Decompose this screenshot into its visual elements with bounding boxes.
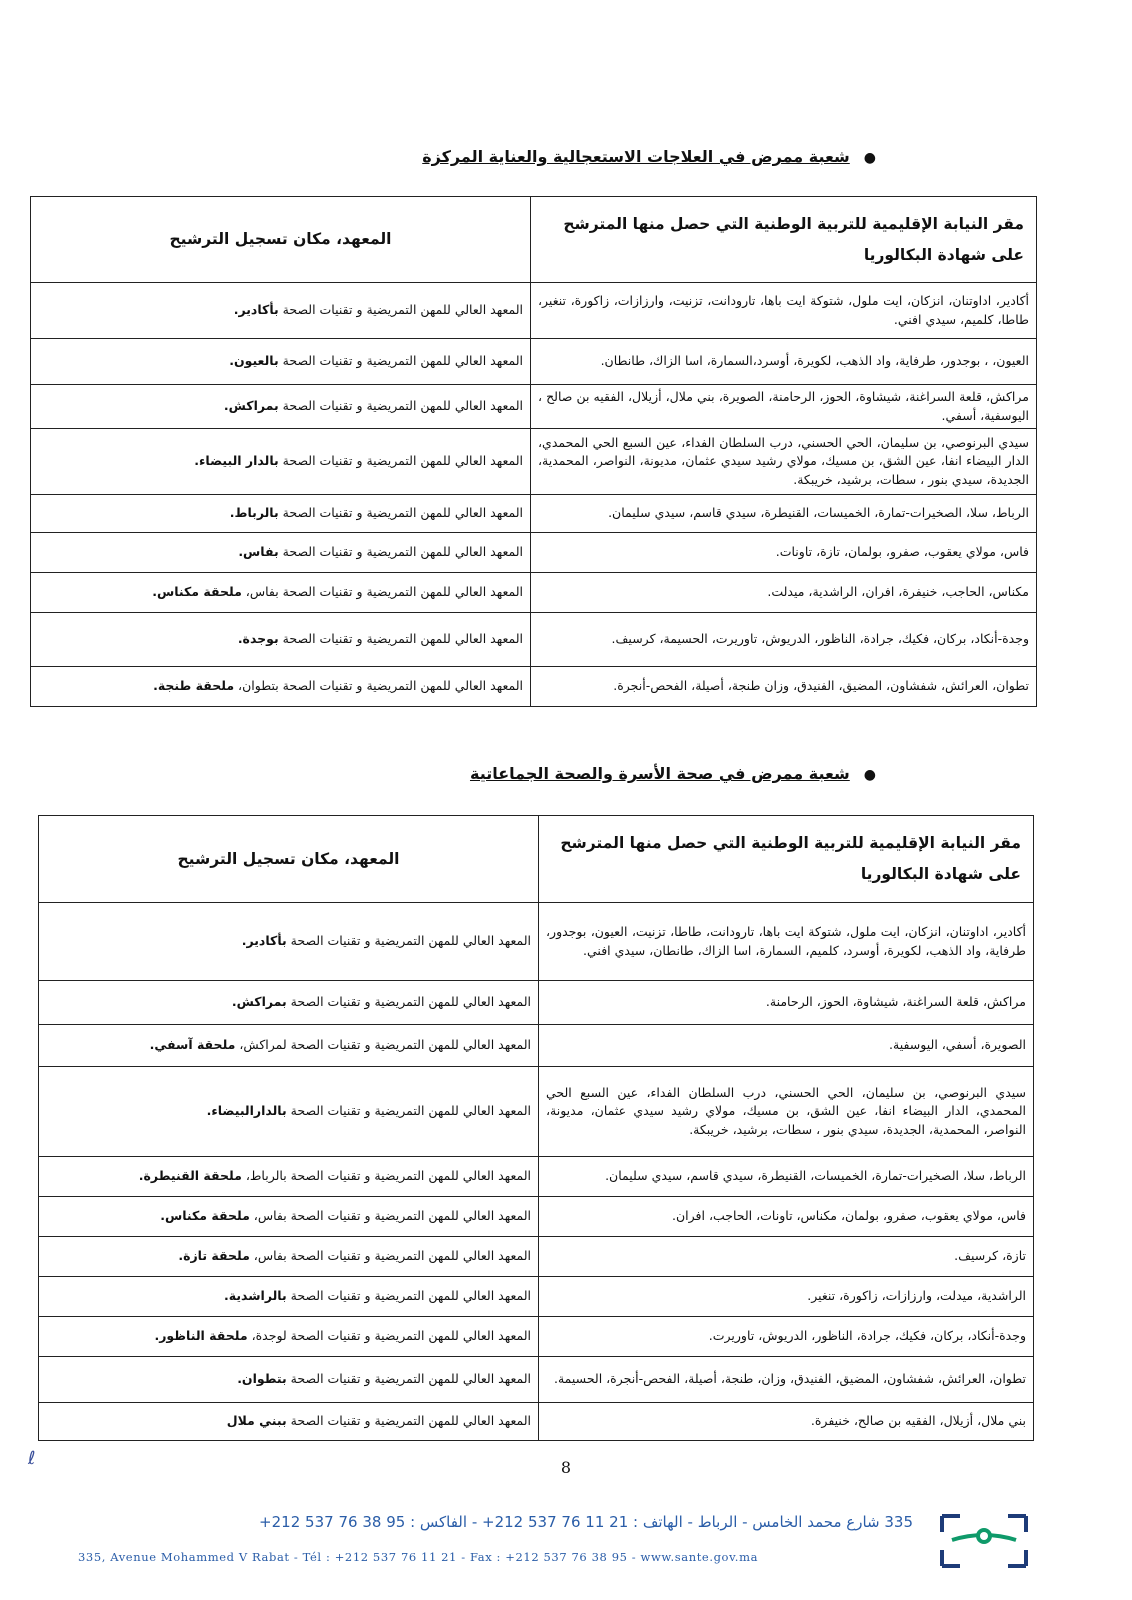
institute-name: المعهد العالي للمهن التمريضية و تقنيات الصحة بتطوان، <box>234 678 523 694</box>
institute-location: ببني ملال <box>226 1413 287 1429</box>
institute-name: المعهد العالي للمهن التمريضية و تقنيات الصحة <box>286 1371 531 1387</box>
table-row <box>31 533 1037 573</box>
institute-location: بمراكش. <box>223 398 279 414</box>
directorates-cell: تازة، كرسيف. <box>539 1237 1034 1277</box>
page-number: 8 <box>560 1458 572 1477</box>
directorates-cell: العيون، ، بوجدور، طرفاية، واد الذهب، لكويرة، أوسرد،السمارة، اسا الزاك، طانطان. <box>531 339 1037 385</box>
table-row <box>31 429 1037 495</box>
directorates-cell: تطوان، العرائش، شفشاون، المضيق، الفنيدق، وزان، طنجة، أصيلة، الفحص-أنجرة، الحسيمة. <box>539 1357 1034 1403</box>
table-row <box>39 1277 1034 1317</box>
directorates-cell: مراكش، قلعة السراغنة، شيشاوة، الحوز، الرحامنة، الصويرة، بني ملال، أزيلال، الفقيه بن صالح ، اليوسفية، أسفي. <box>531 385 1037 429</box>
directorates-cell: الصويرة، أسفي، اليوسفية. <box>539 1025 1034 1067</box>
header-directorate: مقر النيابة الإقليمية للتربية الوطنية التي حصل منها المترشح على شهادة البكالوريا <box>539 816 1034 903</box>
institute-cell <box>39 981 539 1025</box>
institute-location: بالراشدية. <box>224 1288 287 1304</box>
institute-name: المعهد العالي للمهن التمريضية و تقنيات الصحة <box>278 353 523 369</box>
table-row <box>39 1197 1034 1237</box>
table-row <box>39 1067 1034 1157</box>
directorates-cell: أكادير، اداوتنان، انزكان، ايت ملول، شتوكة ايت باها، تارودانت، تزنيت، وارزازات، زاكورة، تنغير، طاطا، كلميم، سيدي افني. <box>531 283 1037 339</box>
section-1-table <box>30 196 1037 707</box>
institute-location: ملحقة طنجة. <box>153 678 235 694</box>
table-row <box>39 1403 1034 1441</box>
footer-address-latin: 335, Avenue Mohammed V Rabat - Tél : +212 537 76 11 21 - Fax : +212 537 76 38 95 - www.sante.gov.ma <box>78 1550 759 1564</box>
directorates-cell: تطوان، العرائش، شفشاون، المضيق، الفنيدق، وزان طنجة، أصيلة، الفحص-أنجرة. <box>531 667 1037 707</box>
table-row <box>39 903 1034 981</box>
institute-cell <box>31 283 531 339</box>
table-row <box>39 1357 1034 1403</box>
institute-location: ملحقة مكناس. <box>160 1208 250 1224</box>
table-header-row <box>31 197 1037 283</box>
institute-name: المعهد العالي للمهن التمريضية و تقنيات الصحة <box>286 994 531 1010</box>
institute-location: ملحقة القنيطرة. <box>138 1168 242 1184</box>
directorates-cell: الرباط، سلا، الصخيرات-تمارة، الخميسات، القنيطرة، سيدي قاسم، سيدي سليمان. <box>539 1157 1034 1197</box>
institute-location: ملحقة آسفي. <box>149 1037 236 1053</box>
institute-cell <box>31 429 531 495</box>
institute-cell <box>39 1157 539 1197</box>
institute-location: بالدارالبيضاء. <box>206 1103 287 1119</box>
institute-name: المعهد العالي للمهن التمريضية و تقنيات الصحة بفاس، <box>241 584 523 600</box>
table-row <box>31 385 1037 429</box>
institute-cell <box>31 573 531 613</box>
table-row <box>39 1237 1034 1277</box>
institute-cell <box>31 667 531 707</box>
directorates-cell: سيدي البرنوصي، بن سليمان، الحي الحسني، درب السلطان الفداء، عين السبع الحي المحمدي، الدار البيضاء انفا، عين الشق، بن مسيك، مولاي رشيد سيدي عثمان، مديونة، النواصر، المحمدية، الجديدة، سيدي بنور ، سطات، برشيد، خريبكة. <box>539 1067 1034 1157</box>
table-row <box>31 573 1037 613</box>
institute-location: بوجدة. <box>237 631 279 647</box>
institute-name: المعهد العالي للمهن التمريضية و تقنيات الصحة <box>278 398 523 414</box>
institute-location: بأكادير. <box>241 933 287 949</box>
institute-cell <box>39 1237 539 1277</box>
institute-name: المعهد العالي للمهن التمريضية و تقنيات الصحة لمراكش، <box>235 1037 531 1053</box>
institute-cell <box>39 903 539 981</box>
table-row <box>39 1157 1034 1197</box>
institute-location: بأكادير. <box>233 302 279 318</box>
institute-name: المعهد العالي للمهن التمريضية و تقنيات الصحة بالرباط، <box>241 1168 531 1184</box>
table-row <box>39 1025 1034 1067</box>
header-directorate: مقر النيابة الإقليمية للتربية الوطنية التي حصل منها المترشح على شهادة البكالوريا <box>531 197 1037 283</box>
section-2-title: ●شعبة ممرض في صحة الأسرة والصحة الجماعاتية <box>469 764 876 783</box>
institute-location: بالعيون. <box>229 353 279 369</box>
institute-name: المعهد العالي للمهن التمريضية و تقنيات الصحة <box>278 302 523 318</box>
institute-location: بتطوان. <box>237 1371 287 1387</box>
institute-cell <box>31 495 531 533</box>
bullet-icon: ● <box>863 767 876 783</box>
directorates-cell: فاس، مولاي يعقوب، صفرو، بولمان، تازة، تاونات. <box>531 533 1037 573</box>
institute-location: بفاس. <box>238 544 279 560</box>
directorates-cell: مراكش، قلعة السراغنة، شيشاوة، الحوز، الرحامنة. <box>539 981 1034 1025</box>
section-1-title: ●شعبة ممرض في العلاجات الاستعجالية والعناية المركزة <box>422 147 876 166</box>
institute-name: المعهد العالي للمهن التمريضية و تقنيات الصحة بفاس، <box>249 1248 531 1264</box>
institute-name: المعهد العالي للمهن التمريضية و تقنيات الصحة <box>286 933 531 949</box>
footer-address-arabic: 335 شارع محمد الخامس - الرباط - الهاتف : 21 11 76 537 212+ - الفاكس : 95 38 76 537 212+ <box>259 1513 913 1531</box>
institute-cell <box>39 1025 539 1067</box>
institute-cell <box>31 339 531 385</box>
institute-cell <box>31 533 531 573</box>
directorates-cell: بني ملال، أزيلال، الفقيه بن صالح، خنيفرة. <box>539 1403 1034 1441</box>
ministry-logo-icon <box>938 1512 1030 1570</box>
directorates-cell: سيدي البرنوصي، بن سليمان، الحي الحسني، درب السلطان الفداء، عين السبع الحي المحمدي، الدار البيضاء انفا، عين الشق، بن مسيك، مولاي رشيد سيدي عثمان، مديونة، النواصر، المحمدية، الجديدة، سيدي بنور ، سطات، برشيد، خريبكة. <box>531 429 1037 495</box>
bullet-icon: ● <box>863 150 876 166</box>
directorates-cell: الراشدية، ميدلت، وارزازات، زاكورة، تنغير. <box>539 1277 1034 1317</box>
directorates-cell: أكادير، اداوتنان، انزكان، ايت ملول، شتوكة ايت باها، تارودانت، طاطا، تزنيت، العيون، بوجدور، طرفاية، واد الذهب، لكويرة، أوسرد، كلميم، السمارة، اسا الزاك، طانطان، سيدي افني. <box>539 903 1034 981</box>
table-row <box>31 339 1037 385</box>
institute-location: بمراكش. <box>231 994 287 1010</box>
initials-mark-icon: ℓ <box>28 1448 36 1469</box>
institute-cell <box>31 613 531 667</box>
institute-cell <box>39 1403 539 1441</box>
institute-name: المعهد العالي للمهن التمريضية و تقنيات الصحة <box>278 544 523 560</box>
section-2-table <box>38 815 1034 1441</box>
institute-cell <box>39 1317 539 1357</box>
directorates-cell: فاس، مولاي يعقوب، صفرو، بولمان، مكناس، تاونات، الحاجب، افران. <box>539 1197 1034 1237</box>
institute-name: المعهد العالي للمهن التمريضية و تقنيات الصحة بفاس، <box>249 1208 531 1224</box>
institute-cell <box>39 1357 539 1403</box>
institute-name: المعهد العالي للمهن التمريضية و تقنيات الصحة <box>286 1288 531 1304</box>
directorates-cell: الرباط، سلا، الصخيرات-تمارة، الخميسات، القنيطرة، سيدي قاسم، سيدي سليمان. <box>531 495 1037 533</box>
table-row <box>31 495 1037 533</box>
header-institute: المعهد، مكان تسجيل الترشيح <box>31 197 531 283</box>
institute-location: ملحقة تازة. <box>178 1248 250 1264</box>
institute-name: المعهد العالي للمهن التمريضية و تقنيات الصحة <box>286 1413 531 1429</box>
table-row <box>31 613 1037 667</box>
institute-location: بالدار البيضاء. <box>194 453 279 469</box>
institute-cell <box>39 1067 539 1157</box>
institute-location: ملحقة مكناس. <box>152 584 242 600</box>
institute-name: المعهد العالي للمهن التمريضية و تقنيات الصحة <box>286 1103 531 1119</box>
table-row <box>39 981 1034 1025</box>
institute-cell <box>31 385 531 429</box>
institute-name: المعهد العالي للمهن التمريضية و تقنيات الصحة <box>278 631 523 647</box>
institute-name: المعهد العالي للمهن التمريضية و تقنيات الصحة لوجدة، <box>247 1328 531 1344</box>
institute-name: المعهد العالي للمهن التمريضية و تقنيات الصحة <box>278 453 523 469</box>
table-row <box>31 667 1037 707</box>
table-header-row <box>39 816 1034 903</box>
institute-cell <box>39 1277 539 1317</box>
directorates-cell: مكناس، الحاجب، خنيفرة، افران، الراشدية، ميدلت. <box>531 573 1037 613</box>
header-institute: المعهد، مكان تسجيل الترشيح <box>39 816 539 903</box>
institute-location: ملحقة الناظور. <box>154 1328 248 1344</box>
table-row <box>39 1317 1034 1357</box>
institute-name: المعهد العالي للمهن التمريضية و تقنيات الصحة <box>278 505 523 521</box>
directorates-cell: وجدة-أنكاد، بركان، فكيك، جرادة، الناظور، الدريوش، تاوريرت. <box>539 1317 1034 1357</box>
institute-location: بالرباط. <box>229 505 279 521</box>
directorates-cell: وجدة-أنكاد، بركان، فكيك، جرادة، الناظور، الدريوش، تاوريرت، الحسيمة، كرسيف. <box>531 613 1037 667</box>
table-row <box>31 283 1037 339</box>
institute-cell <box>39 1197 539 1237</box>
